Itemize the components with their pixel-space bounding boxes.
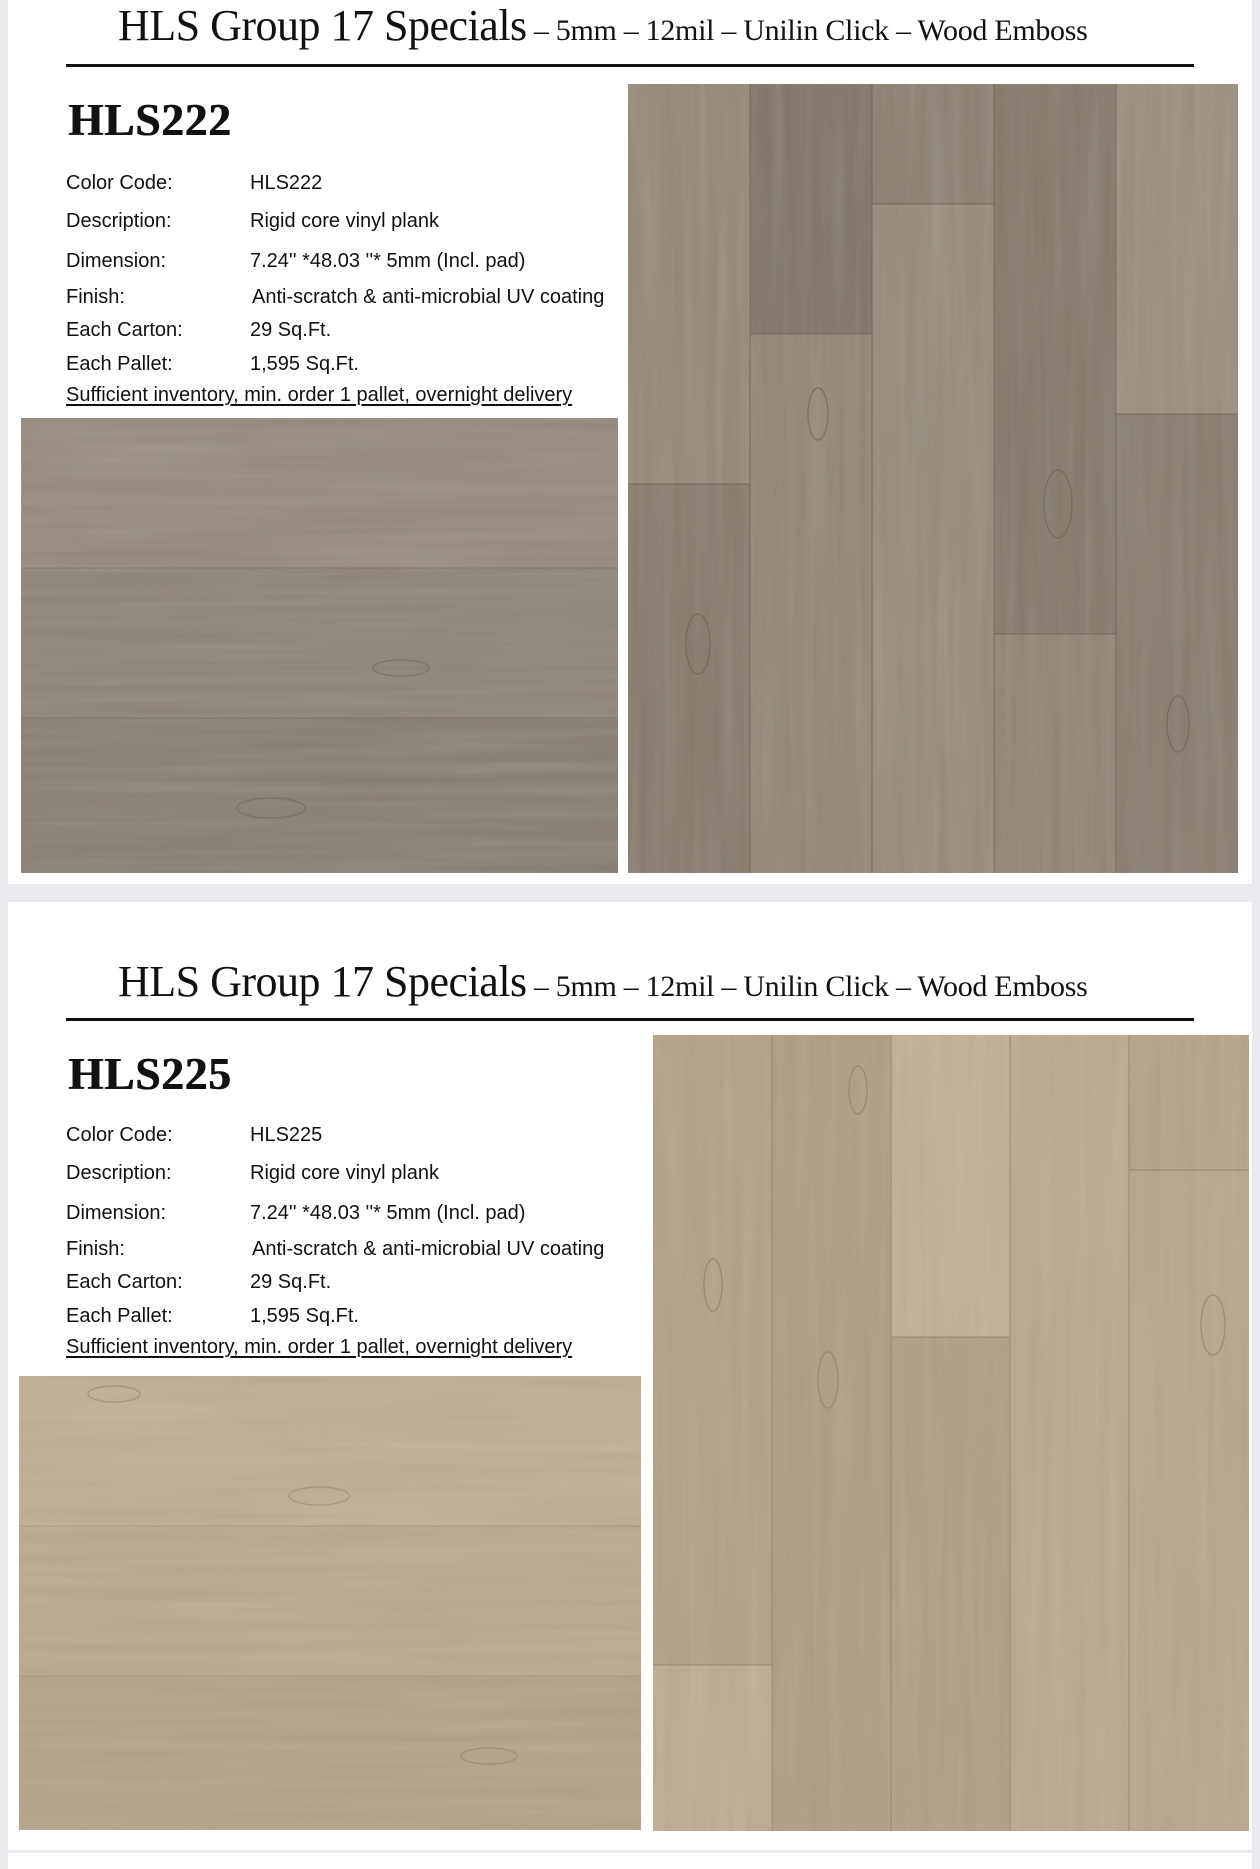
sheet-header: [118, 956, 1193, 1007]
spec-value: HLS222: [250, 172, 323, 194]
spec-label: Each Carton:: [66, 319, 183, 341]
spec-value: Anti-scratch & anti-microbial UV coating: [252, 1238, 605, 1260]
header-subtitle: – 5mm – 12mil – Unilin Click – Wood Emboss: [526, 14, 1088, 47]
header-rule: [66, 1018, 1194, 1021]
spec-value: 1,595 Sq.Ft.: [250, 353, 359, 375]
floor-install-photo: [653, 1035, 1249, 1831]
spec-label: Each Carton:: [66, 1271, 183, 1293]
header-rule: [66, 64, 1194, 67]
spec-value: 29 Sq.Ft.: [250, 1271, 332, 1293]
product-code-heading: HLS225: [68, 1049, 232, 1099]
spec-value: Rigid core vinyl plank: [250, 210, 439, 232]
product-sheet-hls225: [8, 902, 1252, 1850]
product-code-heading: HLS222: [68, 95, 232, 145]
sheet-header: [118, 0, 1193, 51]
header-title: HLS Group 17 Specials: [118, 1, 527, 50]
spec-value: 29 Sq.Ft.: [250, 319, 332, 341]
spec-label: Description:: [66, 210, 172, 232]
plank-closeup-photo: [21, 418, 618, 873]
next-product-sheet-edge: [8, 1853, 1252, 1869]
spec-value: Anti-scratch & anti-microbial UV coating: [252, 286, 605, 308]
spec-value: 7.24'' *48.03 ''* 5mm (Incl. pad): [250, 250, 526, 272]
header-title: HLS Group 17 Specials: [118, 957, 527, 1006]
spec-label: Color Code:: [66, 1124, 173, 1146]
spec-label: Color Code:: [66, 172, 173, 194]
spec-label: Each Pallet:: [66, 1305, 173, 1327]
spec-label: Description:: [66, 1162, 172, 1184]
spec-value: HLS225: [250, 1124, 323, 1146]
spec-label: Dimension:: [66, 1202, 167, 1224]
spec-value: 1,595 Sq.Ft.: [250, 1305, 359, 1327]
floor-install-photo: [628, 84, 1238, 873]
spec-label: Finish:: [66, 1238, 125, 1260]
spec-label: Each Pallet:: [66, 353, 173, 375]
plank-closeup-photo: [19, 1376, 641, 1830]
header-subtitle: – 5mm – 12mil – Unilin Click – Wood Emboss: [526, 970, 1088, 1003]
spec-value: Rigid core vinyl plank: [250, 1162, 439, 1184]
spec-label: Finish:: [66, 286, 125, 308]
product-sheet-hls222: [8, 0, 1252, 884]
spec-label: Dimension:: [66, 250, 167, 272]
inventory-notice: Sufficient inventory, min. order 1 pallet, overnight delivery: [66, 384, 573, 406]
spec-value: 7.24'' *48.03 ''* 5mm (Incl. pad): [250, 1202, 526, 1224]
inventory-notice: Sufficient inventory, min. order 1 pallet, overnight delivery: [66, 1336, 573, 1358]
